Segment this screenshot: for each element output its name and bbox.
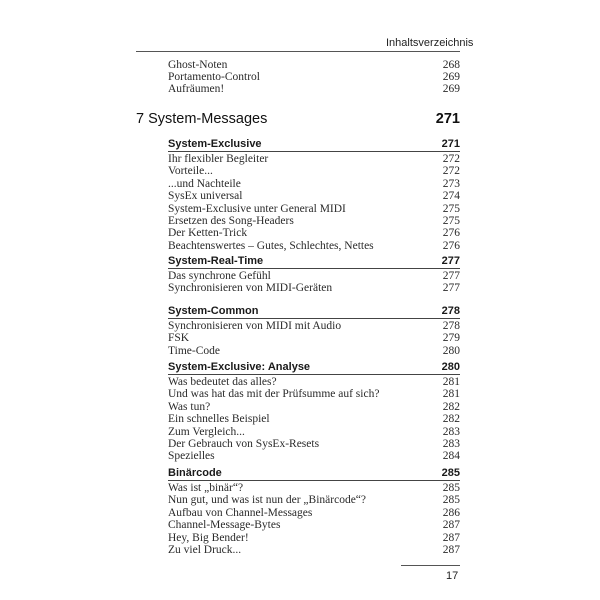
toc-entry [168, 345, 460, 357]
toc-entry-page: 287 [442, 532, 460, 544]
footer-rule [401, 565, 460, 566]
section-rule [168, 268, 460, 269]
toc-entry-title: Hey, Big Bender! [168, 532, 249, 544]
toc-entry-title: Der Ketten-Trick [168, 227, 248, 239]
toc-entry-title: Zum Vergleich... [168, 426, 245, 438]
toc-entry-title: Das synchrone Gefühl [168, 270, 271, 282]
section-heading-page: 278 [441, 305, 460, 317]
toc-entry-title: SysEx universal [168, 190, 243, 202]
toc-entry-title: Vorteile... [168, 165, 213, 177]
section-heading-title: System-Exclusive: Analyse [168, 361, 311, 373]
toc-entry-title: Aufbau von Channel-Messages [168, 507, 313, 519]
toc-entry-page: 285 [442, 482, 460, 494]
section-heading-page: 280 [441, 361, 460, 373]
toc-entry [168, 227, 460, 239]
toc-entry [168, 190, 460, 202]
section-rule [168, 318, 460, 319]
section-heading [168, 361, 460, 374]
section-rule [168, 151, 460, 152]
toc-entry-page: 282 [442, 413, 460, 425]
toc-entry [168, 71, 460, 83]
toc-entry [168, 388, 460, 400]
section-heading [168, 138, 460, 151]
toc-entry-page: 269 [442, 71, 460, 83]
toc-entry-title: FSK [168, 332, 190, 344]
toc-entry [168, 426, 460, 438]
toc-entry-title: System-Exclusive unter General MIDI [168, 203, 346, 215]
toc-entry [168, 59, 460, 71]
toc-entry-page: 285 [442, 494, 460, 506]
toc-entry-page: 287 [442, 544, 460, 556]
section-heading-title: System-Real-Time [168, 255, 264, 267]
header-rule [136, 51, 460, 52]
toc-entry-title: Ein schnelles Beispiel [168, 413, 270, 425]
toc-entry-page: 273 [442, 178, 460, 190]
section-heading-page: 271 [441, 138, 460, 150]
section-heading-page: 285 [441, 467, 460, 479]
toc-entry-page: 284 [442, 450, 460, 462]
toc-entry [168, 494, 460, 506]
toc-entry [168, 450, 460, 462]
toc-entry [168, 215, 460, 227]
toc-entry [168, 519, 460, 531]
toc-entry [168, 482, 460, 494]
toc-entry-page: 286 [442, 507, 460, 519]
section-heading [168, 305, 460, 318]
toc-entry-title: Channel-Message-Bytes [168, 519, 281, 531]
toc-entry-page: 274 [442, 190, 460, 202]
toc-entry-page: 276 [442, 240, 460, 252]
section-rule [168, 374, 460, 375]
section-heading-page: 277 [441, 255, 460, 267]
toc-entry-title: Was tun? [168, 401, 211, 413]
toc-entry-page: 276 [442, 227, 460, 239]
running-header: Inhaltsverzeichnis [386, 37, 474, 49]
toc-entry-page: 280 [442, 345, 460, 357]
toc-entry-page: 281 [442, 388, 460, 400]
toc-entry [168, 332, 460, 344]
toc-entry-page: 282 [442, 401, 460, 413]
toc-entry-page: 269 [442, 83, 460, 95]
toc-entry-page: 278 [442, 320, 460, 332]
toc-entry-title: Der Gebrauch von SysEx-Resets [168, 438, 320, 450]
toc-entry [168, 165, 460, 177]
toc-entry-title: Was ist „binär“? [168, 482, 244, 494]
toc-entry-page: 287 [442, 519, 460, 531]
chapter-heading-title: 7 System-Messages [136, 111, 268, 127]
section-heading-title: Binärcode [168, 467, 222, 479]
section-heading [168, 255, 460, 268]
toc-entry-title: Nun gut, und was ist nun der „Binärcode“? [168, 494, 367, 506]
toc-entry-page: 279 [442, 332, 460, 344]
toc-entry-title: Synchronisieren von MIDI-Geräten [168, 282, 333, 294]
toc-entry [168, 413, 460, 425]
toc-entry [168, 532, 460, 544]
toc-entry-title: Ghost-Noten [168, 59, 228, 71]
toc-entry-page: 277 [442, 270, 460, 282]
toc-entry-page: 272 [442, 153, 460, 165]
section-rule [168, 480, 460, 481]
toc-entry-title: Beachtenswertes – Gutes, Schlechtes, Nettes [168, 240, 374, 252]
toc-entry-title: Spezielles [168, 450, 215, 462]
toc-entry-page: 272 [442, 165, 460, 177]
toc-entry-title: Portamento-Control [168, 71, 260, 83]
toc-entry [168, 544, 460, 556]
page-number: 17 [446, 570, 459, 582]
section-heading [168, 467, 460, 480]
toc-entry-page: 275 [442, 203, 460, 215]
toc-entry-page: 283 [442, 426, 460, 438]
toc-entry [168, 507, 460, 519]
chapter-heading-page: 271 [435, 111, 460, 127]
section-heading-title: System-Common [168, 305, 259, 317]
toc-entry-page: 277 [442, 282, 460, 294]
toc-entry-title: Ihr flexibler Begleiter [168, 153, 269, 165]
toc-entry [168, 153, 460, 165]
toc-entry-title: ...und Nachteile [168, 178, 241, 190]
toc-entry [168, 376, 460, 388]
toc-entry-page: 268 [442, 59, 460, 71]
toc-entry [168, 270, 460, 282]
toc-entry [168, 83, 460, 95]
toc-entry-title: Ersetzen des Song-Headers [168, 215, 294, 227]
toc-entry [168, 240, 460, 252]
chapter-heading [136, 110, 460, 128]
toc-entry [168, 320, 460, 332]
toc-entry-page: 275 [442, 215, 460, 227]
toc-entry-title: Was bedeutet das alles? [168, 376, 277, 388]
toc-entry-title: Zu viel Druck... [168, 544, 242, 556]
toc-entry-title: Aufräumen! [168, 83, 225, 95]
toc-entry-page: 283 [442, 438, 460, 450]
toc-entry-title: Time-Code [168, 345, 220, 357]
toc-entry [168, 438, 460, 450]
toc-entry [168, 282, 460, 294]
toc-entry [168, 401, 460, 413]
section-heading-title: System-Exclusive [168, 138, 262, 150]
toc-entry-title: Und was hat das mit der Prüfsumme auf sich? [168, 388, 380, 400]
toc-entry [168, 203, 460, 215]
toc-entry-title: Synchronisieren von MIDI mit Audio [168, 320, 342, 332]
toc-entry-page: 281 [442, 376, 460, 388]
toc-entry [168, 178, 460, 190]
